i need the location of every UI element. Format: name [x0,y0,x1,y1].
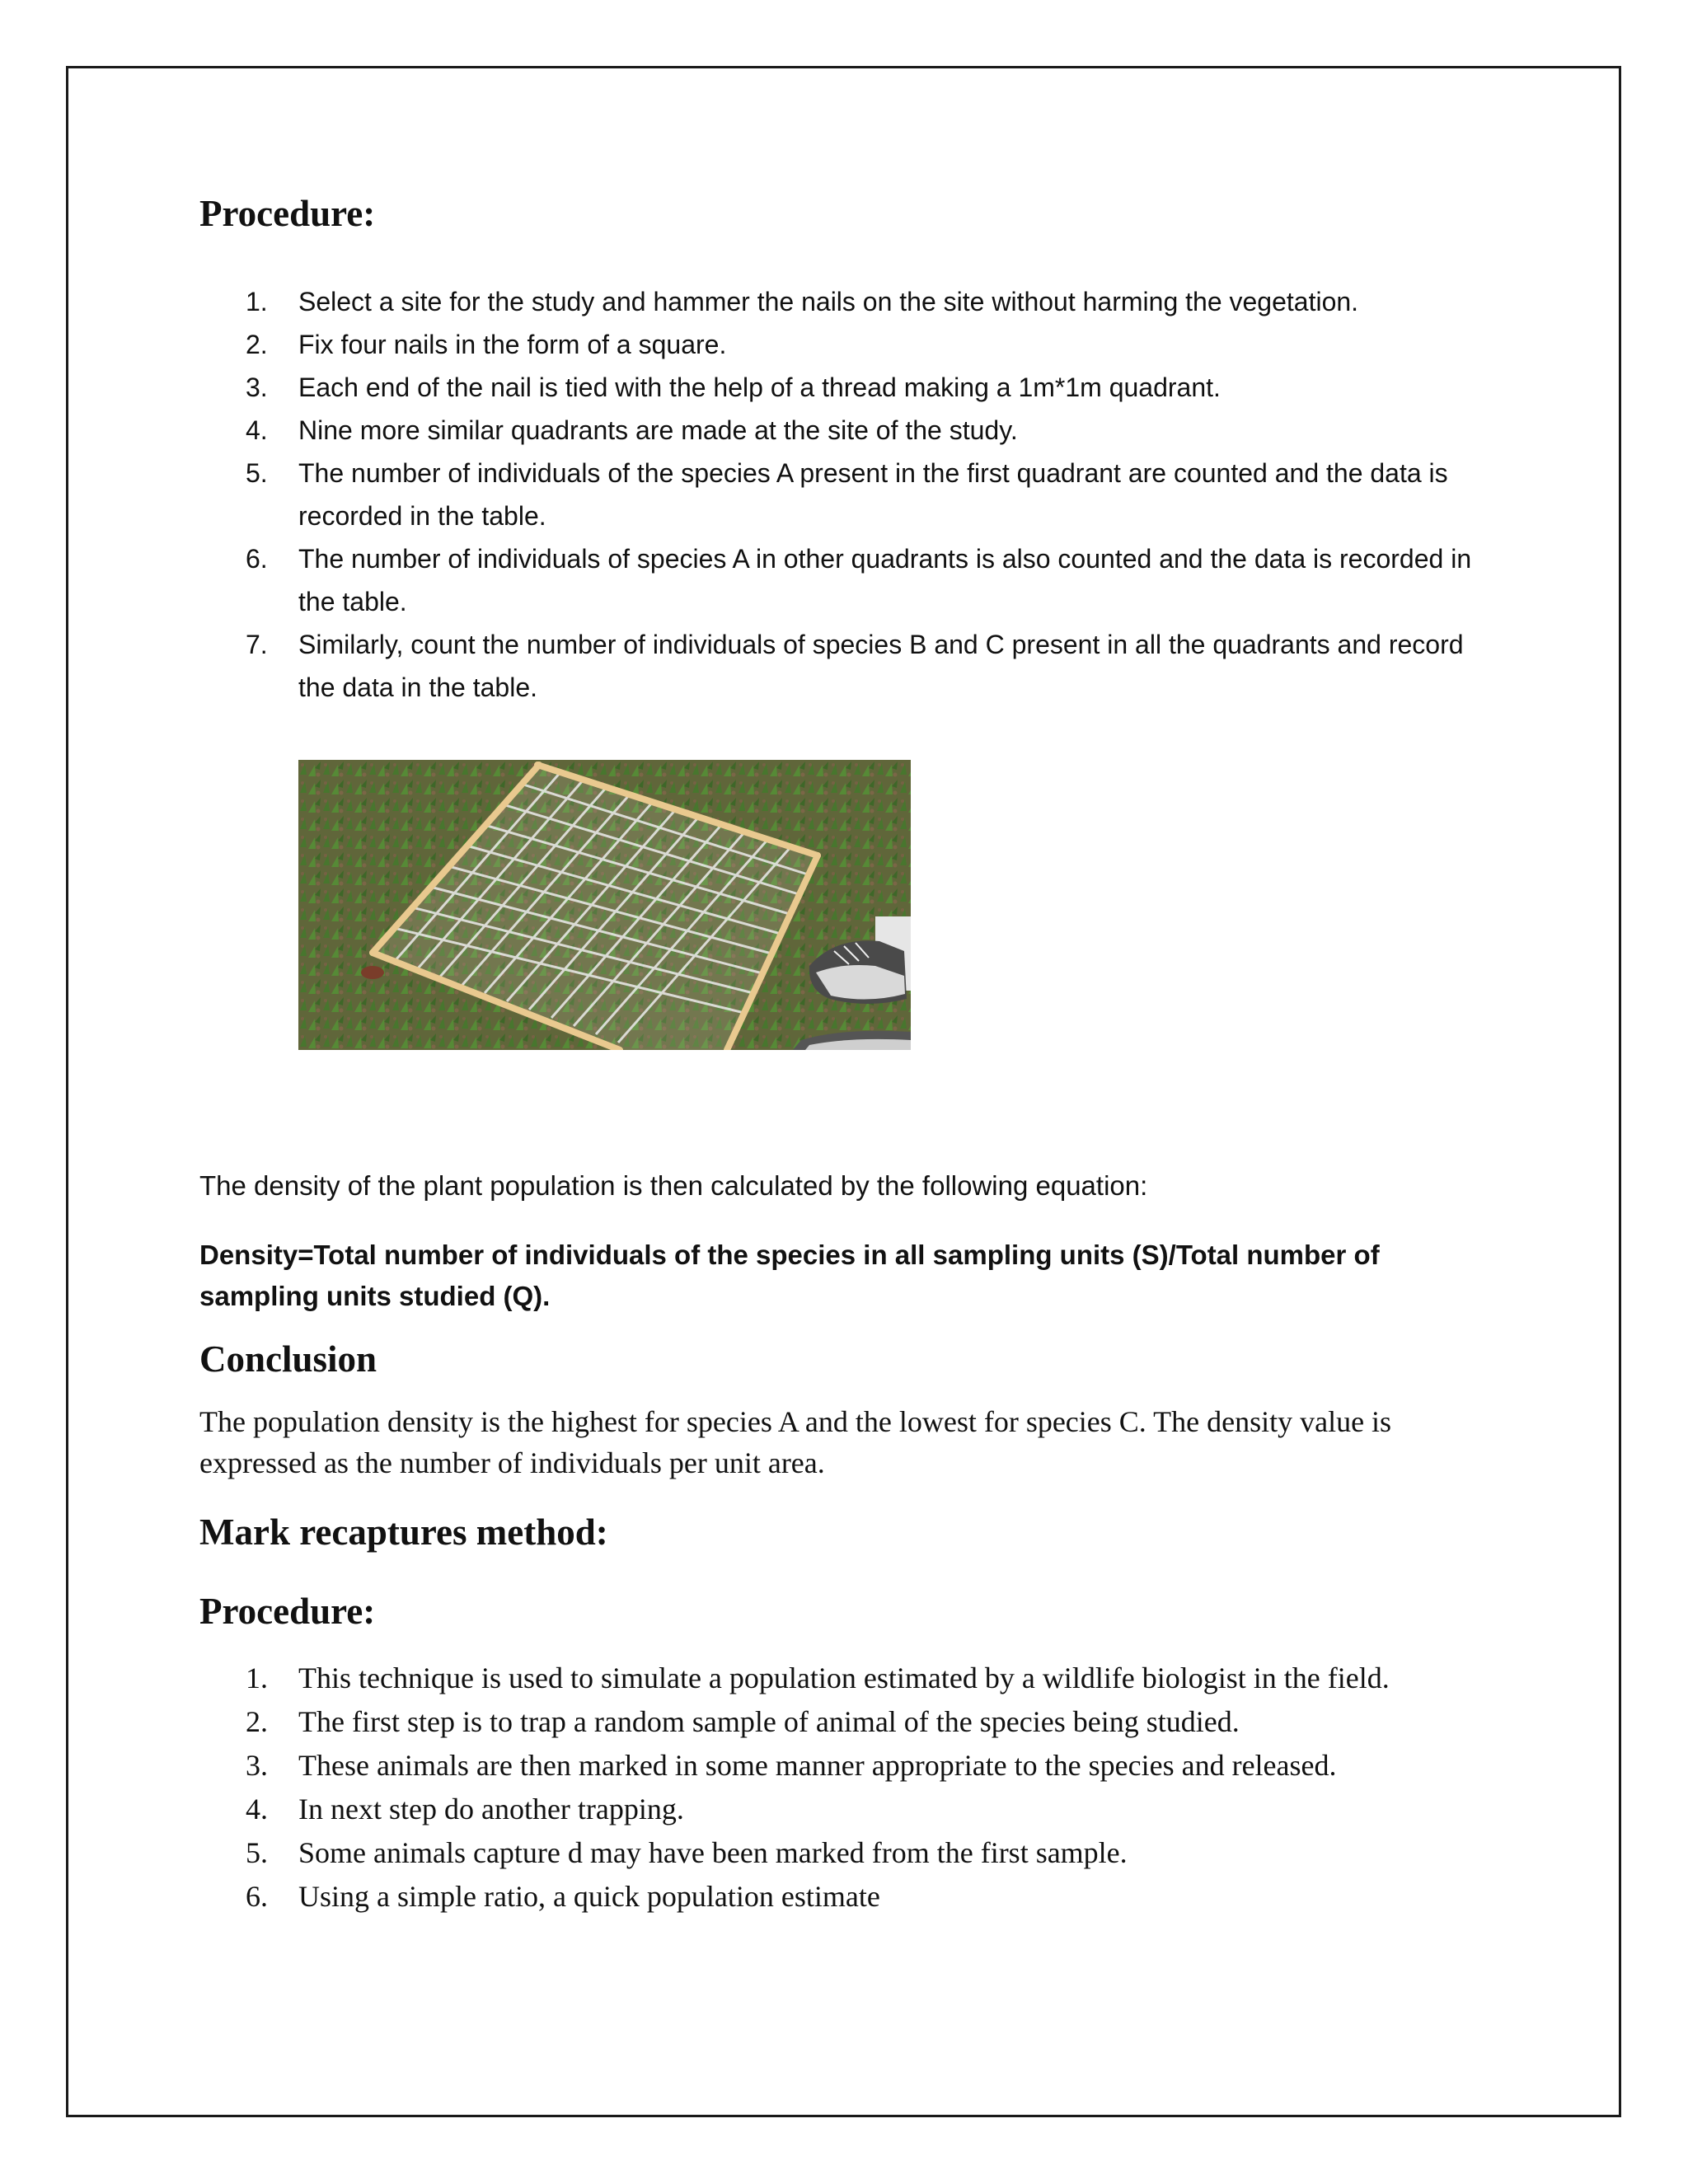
step-number: 4. [246,415,268,445]
procedure-steps [199,280,1485,709]
step-number: 2. [246,330,268,359]
step-number: 6. [246,1880,268,1913]
list-item [199,537,1485,623]
list-item [199,1744,1485,1788]
step-text: Select a site for the study and hammer the nails on the site without harming the vegetation. [298,287,1359,316]
list-item [199,1788,1485,1831]
conclusion-text: The population density is the highest for species A and the lowest for species C. The density value is expressed as the number of individuals per unit area. [199,1405,1392,1479]
quadrant-photo [298,760,911,1050]
step-number: 5. [246,1836,268,1869]
step-number: 7. [246,630,268,659]
list-item [199,280,1485,323]
list-item [199,1700,1485,1744]
step-number: 3. [246,373,268,402]
list-item [199,1831,1485,1875]
step-text: The number of individuals of the species A present in the first quadrant are counted and the data is recorded in the table. [298,458,1448,531]
list-item [199,452,1485,537]
density-formula: Density=Total number of individuals of the species in all sampling units (S)/Total number of sampling units studied (Q). [199,1240,1380,1311]
step-number: 3. [246,1749,268,1782]
step-text: Using a simple ratio, a quick population estimate [298,1880,880,1913]
procedure-heading: Procedure: [199,193,376,234]
step-text: In next step do another trapping. [298,1793,684,1825]
mark-recapture-heading: Mark recaptures method: [199,1511,608,1553]
list-item [199,1657,1485,1700]
step-text: Nine more similar quadrants are made at the site of the study. [298,415,1018,445]
step-number: 6. [246,544,268,574]
density-intro: The density of the plant population is then calculated by the following equation: [199,1170,1148,1201]
list-item [199,323,1485,366]
list-item [199,1875,1485,1919]
step-number: 2. [246,1705,268,1738]
step-number: 4. [246,1793,268,1825]
list-item [199,623,1485,709]
step-text: This technique is used to simulate a population estimated by a wildlife biologist in the field. [298,1661,1390,1694]
step-text: Some animals capture d may have been marked from the first sample. [298,1836,1128,1869]
document-body [199,190,1485,1919]
mark-recapture-procedure-heading: Procedure: [199,1591,376,1632]
mark-recapture-steps [199,1657,1485,1919]
step-text: Similarly, count the number of individuals of species B and C present in all the quadrants and record the data in the table. [298,630,1464,702]
step-text: The first step is to trap a random sample of animal of the species being studied. [298,1705,1240,1738]
step-number: 5. [246,458,268,488]
step-number: 1. [246,1661,268,1694]
quadrant-photo-icon [298,760,911,1050]
step-text: The number of individuals of species A in other quadrants is also counted and the data is recorded in the table. [298,544,1472,616]
step-text: Each end of the nail is tied with the help of a thread making a 1m*1m quadrant. [298,373,1221,402]
list-item [199,366,1485,409]
conclusion-heading: Conclusion [199,1338,377,1380]
step-text: Fix four nails in the form of a square. [298,330,727,359]
step-number: 1. [246,287,268,316]
step-text: These animals are then marked in some manner appropriate to the species and released. [298,1749,1337,1782]
list-item [199,409,1485,452]
